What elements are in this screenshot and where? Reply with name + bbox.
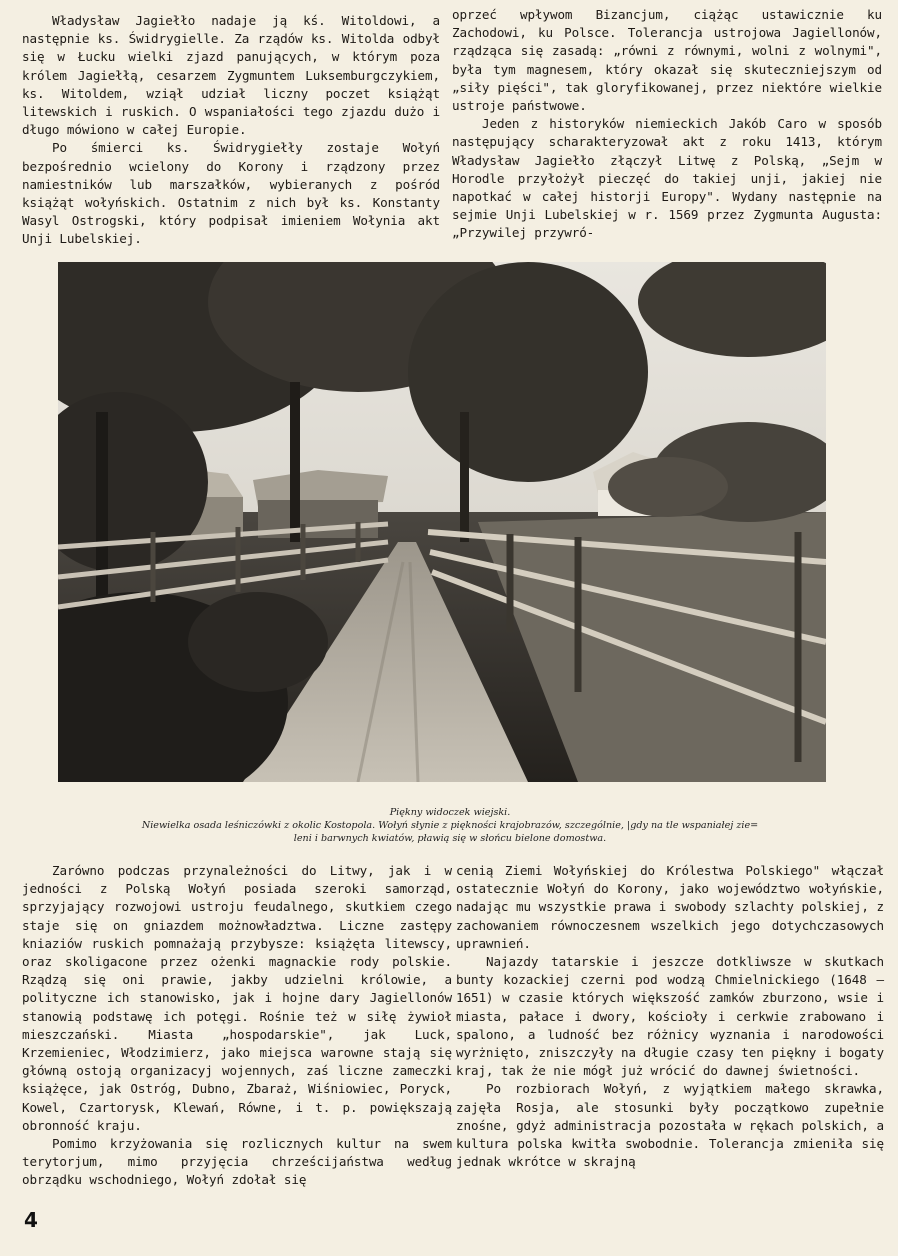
caption-title: Piękny widoczek wiejski. bbox=[389, 807, 511, 818]
village-photo bbox=[58, 262, 826, 782]
caption-line: Niewielka osada leśniczówki z okolic Kostopola. Wołyń słynie z piękności krajobrazów, szczególnie, |gdy na tle wspaniałej zie= bbox=[141, 820, 759, 831]
paragraph: Najazdy tatarskie i jeszcze dotkliwsze w skutkach bunty kozackiej czerni pod wodzą Chmielnickiego (1648 — 1651) w czasie których większość zamków zburzono, wsie i miasta, pałace i dwory, kościoły i cerkwie zrabowano i spalono, a ludność bez różnicy wyznania i narodowości wyrżnięto, zniszczyły na długie czasy ten piękny i bogaty kraj, tak że nie mógł już wrócić do dawnej świetności. bbox=[456, 954, 884, 1079]
paragraph: oprzeć wpływom Bizancjum, ciążąc ustawicznie ku Zachodowi, ku Polsce. Tolerancja ustrojowa Jagiellonów, rządząca się zasadą: „równi z równymi, wolni z wolnymi", była tym magnesem, który okazał się skuteczniejszym od „siły pięści", tak gloryfikowanej, przez niektóre wielkie ustroje państwowe. bbox=[452, 7, 882, 114]
top-left-column bbox=[22, 12, 440, 249]
caption-line: leni i barwnych kwiatów, pławią się w słońcu bielone domostwa. bbox=[293, 833, 607, 844]
page-number: 4 bbox=[24, 1208, 38, 1232]
bottom-left-column bbox=[22, 862, 452, 1190]
bottom-right-column bbox=[456, 862, 884, 1171]
village-road-illustration bbox=[58, 262, 826, 782]
paragraph: cenią Ziemi Wołyńskiej do Królestwa Polskiego" włączał ostatecznie Wołyń do Korony, jako województwo wołyńskie, nadając mu wszystkie prawa i swobody szlachty polskiej, z zachowaniem równoczesnem wszelkich jego dotychczasowych uprawnień. bbox=[456, 863, 884, 951]
paragraph: Po śmierci ks. Świdrygiełły zostaje Wołyń bezpośrednio wcielony do Korony i rządzony przez namiestników lub marszałków, wybieranych z pośród książąt wołyńskich. Ostatnim z nich był ks. Konstanty Wasyl Ostrogski, który podpisał imieniem Wołynia akt Unji Lubelskiej. bbox=[22, 140, 440, 247]
paragraph: Zarówno podczas przynależności do Litwy, jak i w jedności z Polską Wołyń posiada szeroki samorząd, sprzyjający rozwojowi ustroju feudalnego, skutkiem czego staje się on gniazdem możnowładztwa. Liczne zastępy kniaziów ruskich pomnażają przybysze: książęta litewscy, oraz skoligacone przez ożenki magnackie rody polskie. Rządzą się oni prawie, jakby udzielni królowie, a polityczne ich stanowisko, jak i hojne dary Jagiellonów stanowią podstawę ich potęgi. Rośnie też w siłę żywioł mieszczański. Miasta „hospodarskie", jak Luck, Krzemieniec, Włodzimierz, jako miejsca warowne stają się główną ostoją organizacyj wojennych, zaś liczne zameczki książęce, jak Ostróg, Dubno, Zbaraż, Wiśniowiec, Poryck, Kowel, Czartorysk, Klewań, Równe, i t. p. powiększają obronność kraju. bbox=[22, 863, 452, 1133]
top-right-column bbox=[452, 6, 882, 243]
paragraph: Po rozbiorach Wołyń, z wyjątkiem małego skrawka, zajęła Rosja, ale stosunki były początkowo zupełnie znośne, gdyż administracja pozostała w rękach polskich, a kultura polska kwitła swobodnie. Tolerancja zmieniła się jednak wkrótce w skrajną bbox=[456, 1081, 884, 1170]
paragraph: Władysław Jagiełło nadaje ją kś. Witoldowi, a następnie ks. Świdrygielle. Za rządów ks. Witolda odbył się w Łucku wielki zjazd panujących, w którym poza królem Jagiełłą, cesarzem Zygmuntem Luksemburgczykiem, ks. Witoldem, wziął udział liczny poczet książąt litewskich i ruskich. O wspaniałości tego zjazdu dużo i długo mówiono w całej Europie. bbox=[22, 13, 440, 138]
photo-caption bbox=[60, 806, 840, 845]
paragraph: Pomimo krzyżowania się rozlicznych kultur na swem terytorjum, mimo przyjęcia chrześcijaństwa według obrządku wschodniego, Wołyń zdołał się bbox=[22, 1136, 452, 1188]
paragraph: Jeden z historyków niemieckich Jakób Caro w sposób następujący scharakteryzował akt z roku 1413, którym Władysław Jagiełło złączył Litwę z Polską, „Sejm w Horodle przyłożył pieczęć do takiej unji, jakiej nie napotkać w całej historji Europy". Wydany następnie na sejmie Unji Lubelskiej w r. 1569 przez Zygmunta Augusta: „Przywilej przywró- bbox=[452, 116, 882, 241]
